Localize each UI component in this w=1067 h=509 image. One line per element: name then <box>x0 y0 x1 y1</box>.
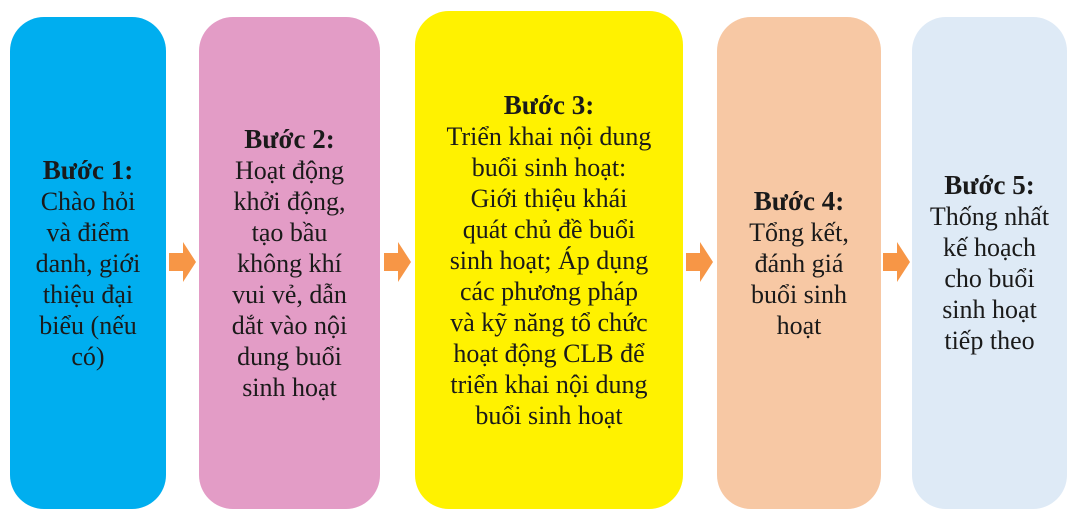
step-2-line: dung buổi <box>237 341 342 371</box>
step-4-box <box>717 17 881 509</box>
step-3-title: Bước 3: <box>503 89 595 120</box>
right-arrow-icon <box>169 242 196 282</box>
step-5-line: sinh hoạt <box>942 295 1037 324</box>
step-2-line: không khí <box>237 248 342 278</box>
step-4-line: buổi sinh <box>750 279 848 309</box>
right-arrow-icon <box>883 242 910 282</box>
step-1-line: Chào hỏi <box>40 186 136 216</box>
step-5-line: kế hoạch <box>942 233 1037 262</box>
step-3-line: sinh hoạt; Áp dụng <box>449 245 649 275</box>
step-4-line: hoạt <box>776 310 822 340</box>
step-2-line: Hoạt động <box>234 155 345 185</box>
step-3-line: buổi sinh hoạt <box>475 400 623 430</box>
step-3-line: và kỹ năng tổ chức <box>450 307 648 337</box>
step-2-box <box>199 17 380 509</box>
step-4-title: Bước 4: <box>753 185 845 216</box>
step-3-line: buổi sinh hoạt: <box>471 152 627 182</box>
step-3-line: Triển khai nội dung <box>446 121 652 151</box>
step-5-box <box>912 17 1067 509</box>
right-arrow-icon <box>384 242 411 282</box>
step-2-line: dắt vào nội <box>231 310 348 340</box>
step-5-line: Thống nhất <box>929 202 1050 231</box>
step-5-line: cho buổi <box>944 264 1035 293</box>
step-4-line: đánh giá <box>754 248 844 278</box>
step-3-line: Giới thiệu khái <box>470 183 628 213</box>
step-3-line: hoạt động CLB để <box>453 338 645 368</box>
step-2-title: Bước 2: <box>244 123 335 154</box>
step-1-line: và điểm <box>46 217 130 247</box>
right-arrow-icon <box>686 242 713 282</box>
step-2-line: vui vẻ, dẫn <box>232 279 347 309</box>
step-2-line: sinh hoạt <box>242 372 337 402</box>
step-1-line: danh, giới <box>35 248 141 278</box>
step-4-line: Tổng kết, <box>749 217 849 247</box>
step-3-box <box>415 11 683 509</box>
step-1-line: thiệu đại <box>42 279 134 309</box>
step-5-line: tiếp theo <box>944 326 1035 355</box>
step-1-title: Bước 1: <box>42 154 134 185</box>
step-2-line: khởi động, <box>233 186 346 216</box>
step-1-line: biểu (nếu <box>39 310 137 340</box>
step-3-line: triển khai nội dung <box>450 369 648 399</box>
step-3-line: các phương pháp <box>459 276 638 306</box>
step-2-line: tạo bầu <box>251 217 328 247</box>
step-3-line: quát chủ đề buổi <box>462 214 636 244</box>
step-1-line: có) <box>71 341 105 371</box>
step-5-title: Bước 5: <box>944 170 1035 200</box>
step-1-box <box>10 17 166 509</box>
